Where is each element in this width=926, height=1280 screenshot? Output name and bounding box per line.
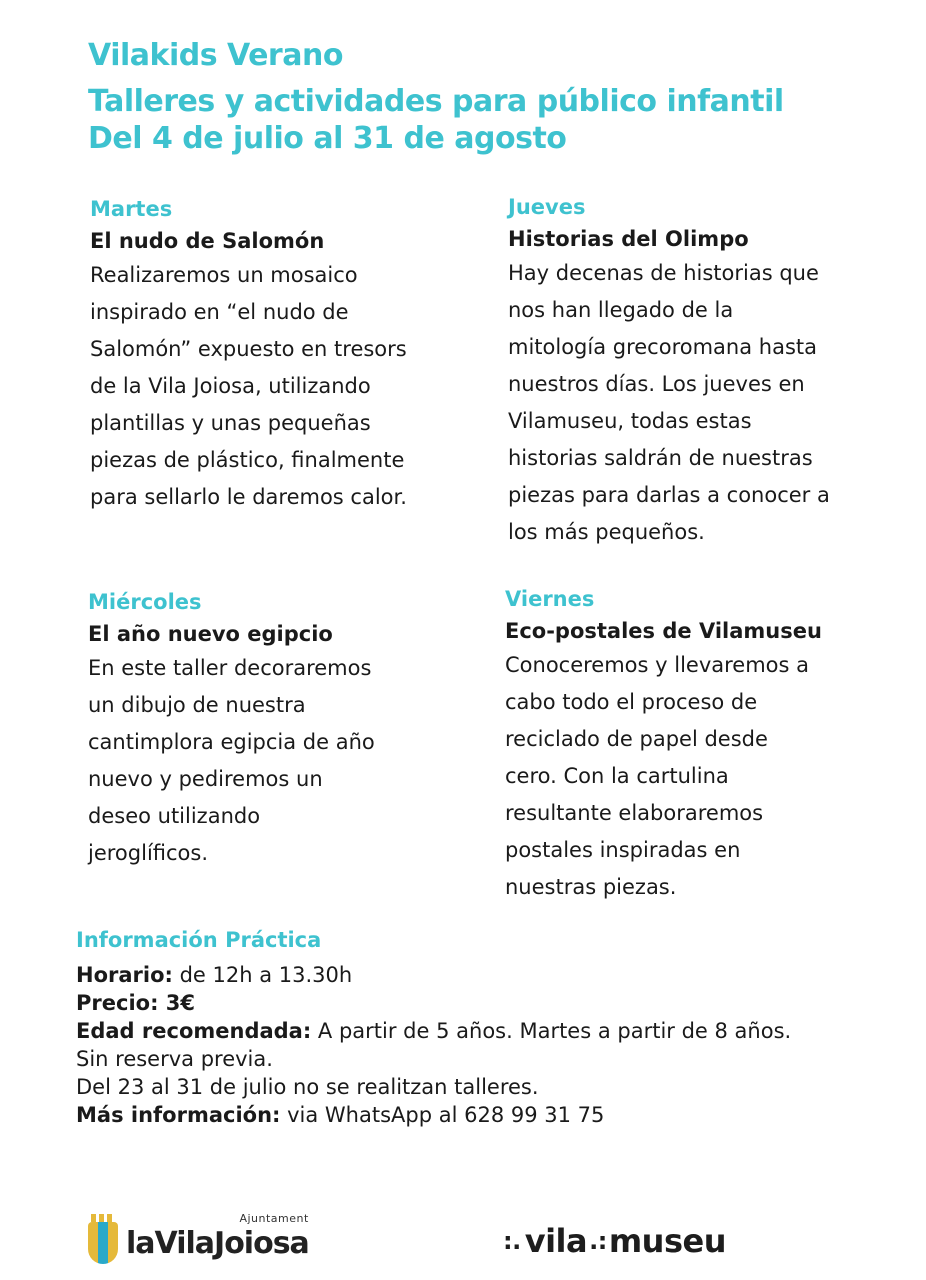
info-section (76, 926, 896, 1129)
coat-of-arms-icon (88, 1222, 118, 1264)
info-mas-value: via WhatsApp al 628 99 31 75 (280, 1103, 605, 1127)
info-reserva: Sin reserva previa. (76, 1047, 273, 1071)
activity-jueves (508, 193, 908, 551)
header-dates: Del 4 de julio al 31 de agosto (88, 121, 567, 156)
vilamuseu-dots-icon: :. (503, 1227, 521, 1255)
header-title: Vilakids Verano (88, 38, 343, 73)
info-aviso: Del 23 al 31 de julio no se realitzan talleres. (76, 1075, 539, 1099)
ayuntamiento-logo (88, 1211, 309, 1264)
ayuntamiento-small-label: Ajuntament (239, 1211, 309, 1225)
activity-day: Miércoles (88, 590, 202, 614)
ayuntamiento-name-text: laVilaJoiosa (126, 1225, 309, 1261)
info-horario-value: de 12h a 13.30h (172, 963, 353, 987)
info-mas (76, 1101, 896, 1129)
activity-day: Martes (90, 197, 173, 221)
vilamuseu-logo (503, 1222, 726, 1260)
info-title: Información Práctica (76, 928, 322, 952)
vilamuseu-vila: vila (524, 1222, 588, 1260)
info-edad-label: Edad recomendada: (76, 1019, 312, 1043)
activity-description: En este taller decoraremos un dibujo de nuestra cantimplora egipcia de año nuevo y pediremos un deseo utilizando jeroglíficos. (88, 656, 375, 865)
header-subtitle: Talleres y actividades para público infantil (88, 84, 784, 119)
info-precio-label: Precio: 3€ (76, 991, 195, 1015)
activity-description: Realizaremos un mosaico inspirado en “el nudo de Salomón” expuesto en tresors de la Vila Joiosa, utilizando plantillas y unas pequeñas piezas de plástico, finalmente para sellarlo le daremos calor. (90, 263, 407, 509)
activity-day: Jueves (508, 195, 586, 219)
info-edad-value: A partir de 5 años. Martes a partir de 8 años. (311, 1019, 792, 1043)
activity-martes (90, 195, 470, 516)
activity-title: El nudo de Salomón (90, 229, 325, 253)
activity-title: Historias del Olimpo (508, 227, 749, 251)
activity-day: Viernes (505, 587, 595, 611)
ayuntamiento-name (126, 1211, 309, 1261)
activity-title: Eco-postales de Vilamuseu (505, 619, 822, 643)
activity-miercoles (88, 588, 468, 872)
info-precio (76, 989, 896, 1017)
info-horario-label: Horario: (76, 963, 173, 987)
activity-description: Hay decenas de historias que nos han llegado de la mitología grecoromana hasta nuestros días. Los jueves en Vilamuseu, todas estas historias saldrán de nuestras piezas para darlas a conocer a los más pequeños. (508, 261, 830, 544)
activity-description: Conoceremos y llevaremos a cabo todo el proceso de reciclado de papel desde cero. Con la cartulina resultante elaboraremos postales inspiradas en nuestras piezas. (505, 653, 810, 899)
vilamuseu-sep-icon: .: (589, 1227, 607, 1255)
vilamuseu-name: museu (608, 1222, 726, 1260)
activity-title: El año nuevo egipcio (88, 622, 333, 646)
info-horario (76, 961, 896, 989)
info-mas-label: Más información: (76, 1103, 281, 1127)
info-edad (76, 1017, 896, 1045)
activity-viernes (505, 585, 905, 906)
